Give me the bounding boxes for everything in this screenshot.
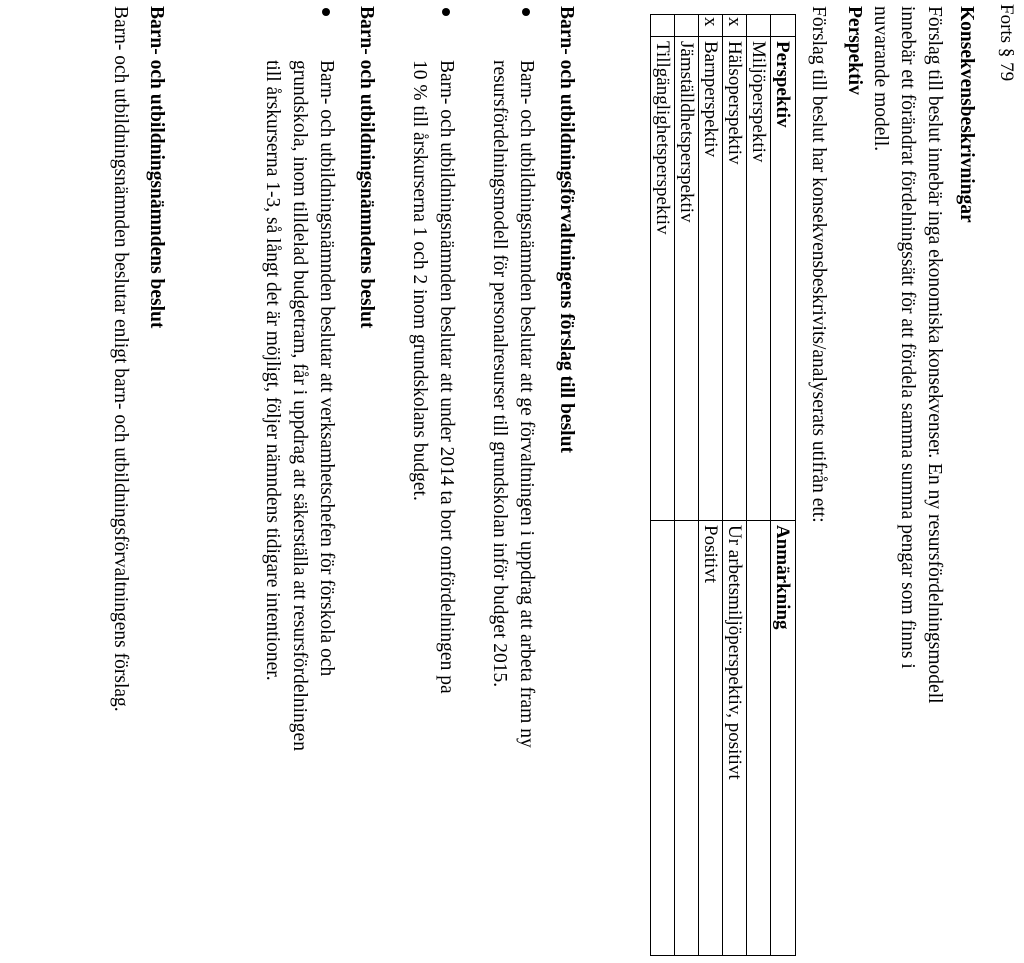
table-cell-perspektiv: Barnperspektiv xyxy=(699,37,723,521)
page-reference: Forts § 79 xyxy=(996,4,1017,82)
table-cell-mark xyxy=(651,15,675,37)
table-cell-perspektiv: Tillgänglighetsperspektiv xyxy=(651,37,675,521)
text-line: 10 % till årskurserna 1 och 2 inom grundskolans budget. xyxy=(409,60,430,501)
list-item xyxy=(486,6,540,946)
list-item xyxy=(259,6,340,946)
table-row xyxy=(747,15,771,956)
bullet-icon xyxy=(322,8,330,16)
heading-perspektiv: Perspektiv xyxy=(844,6,865,95)
perspective-table xyxy=(650,14,796,956)
text-line: resursfördelningsmodell för personalresurser till grundskolan inför budget 2015. xyxy=(489,60,510,688)
table-cell-anmarkning: Ur arbetsmiljöperspektiv, positivt xyxy=(723,521,747,956)
paragraph-namndens-beslut: Barn- och utbildningsnämnden beslutar enligt barn- och utbildningsförvaltningens förslag. xyxy=(110,6,131,712)
text-line: Barn- och utbildningsnämnden beslutar att under 2014 ta bort omfördelningen pa xyxy=(436,60,457,694)
table-cell-mark xyxy=(747,15,771,37)
bullet-icon xyxy=(522,8,530,16)
text-line: Barn- och utbildningsnämnden beslutar att verksamhetschefen för förskola och xyxy=(316,60,337,677)
table-cell-perspektiv: Jämställdhetsperspektiv xyxy=(675,37,699,521)
text-line: grundskola, inom tilldelad budgetram, får i uppdrag att säkerställa att resursfördelningen xyxy=(289,60,310,751)
heading-forvaltningens-forslag: Barn- och utbildningsförvaltningens förslag till beslut xyxy=(556,6,577,453)
text-line: nuvarande modell. xyxy=(870,6,891,152)
table-header-anmarkning: Anmärkning xyxy=(771,521,796,956)
heading-konsekvensbeskrivningar: Konsekvensbeskrivningar xyxy=(956,6,977,223)
table-header-perspektiv: Perspektiv xyxy=(771,37,796,521)
heading-namndens-beslut-2: Barn- och utbildningsnämndens beslut xyxy=(146,6,167,329)
text-line: till årskurserna 1-3, så långt det är möjligt, följer nämndens tidigare intentioner. xyxy=(262,60,283,681)
table-header-mark xyxy=(771,15,796,37)
table-row xyxy=(675,15,699,956)
text-line: innebär ett förändrat fördelningssätt för att fördela samma summa pengar som finns i xyxy=(897,6,918,669)
table-cell-perspektiv: Hälsoperspektiv xyxy=(723,37,747,521)
text-line: Barn- och utbildningsnämnden beslutar att ge förvaltningen i uppdrag att arbeta fram ny xyxy=(516,60,537,748)
table-row xyxy=(723,15,747,956)
table-cell-anmarkning: Positivt xyxy=(699,521,723,956)
table-header-row xyxy=(771,15,796,956)
namnd-decision-list xyxy=(259,6,340,946)
table-cell-mark: x xyxy=(699,15,723,37)
table-cell-mark: x xyxy=(723,15,747,37)
bullet-icon xyxy=(442,8,450,16)
table-cell-anmarkning xyxy=(747,521,771,956)
forvaltning-proposal-list xyxy=(406,6,540,946)
table-row xyxy=(651,15,675,956)
heading-namndens-beslut: Barn- och utbildningsnämndens beslut xyxy=(356,6,377,329)
table-cell-anmarkning xyxy=(651,521,675,956)
list-item xyxy=(406,6,460,946)
table-cell-mark xyxy=(675,15,699,37)
paragraph-konsekvens xyxy=(867,6,948,936)
table-cell-anmarkning xyxy=(675,521,699,956)
table-cell-perspektiv: Miljöperspektiv xyxy=(747,37,771,521)
table-row xyxy=(699,15,723,956)
text-line: Förslag till beslut innebär inga ekonomiska konsekvenser. En ny resursfördelningsmodell xyxy=(924,6,945,704)
paragraph-perspektiv-intro: Förslag till beslut har konsekvensbeskrivits/analyserats utifrån ett: xyxy=(808,6,829,523)
